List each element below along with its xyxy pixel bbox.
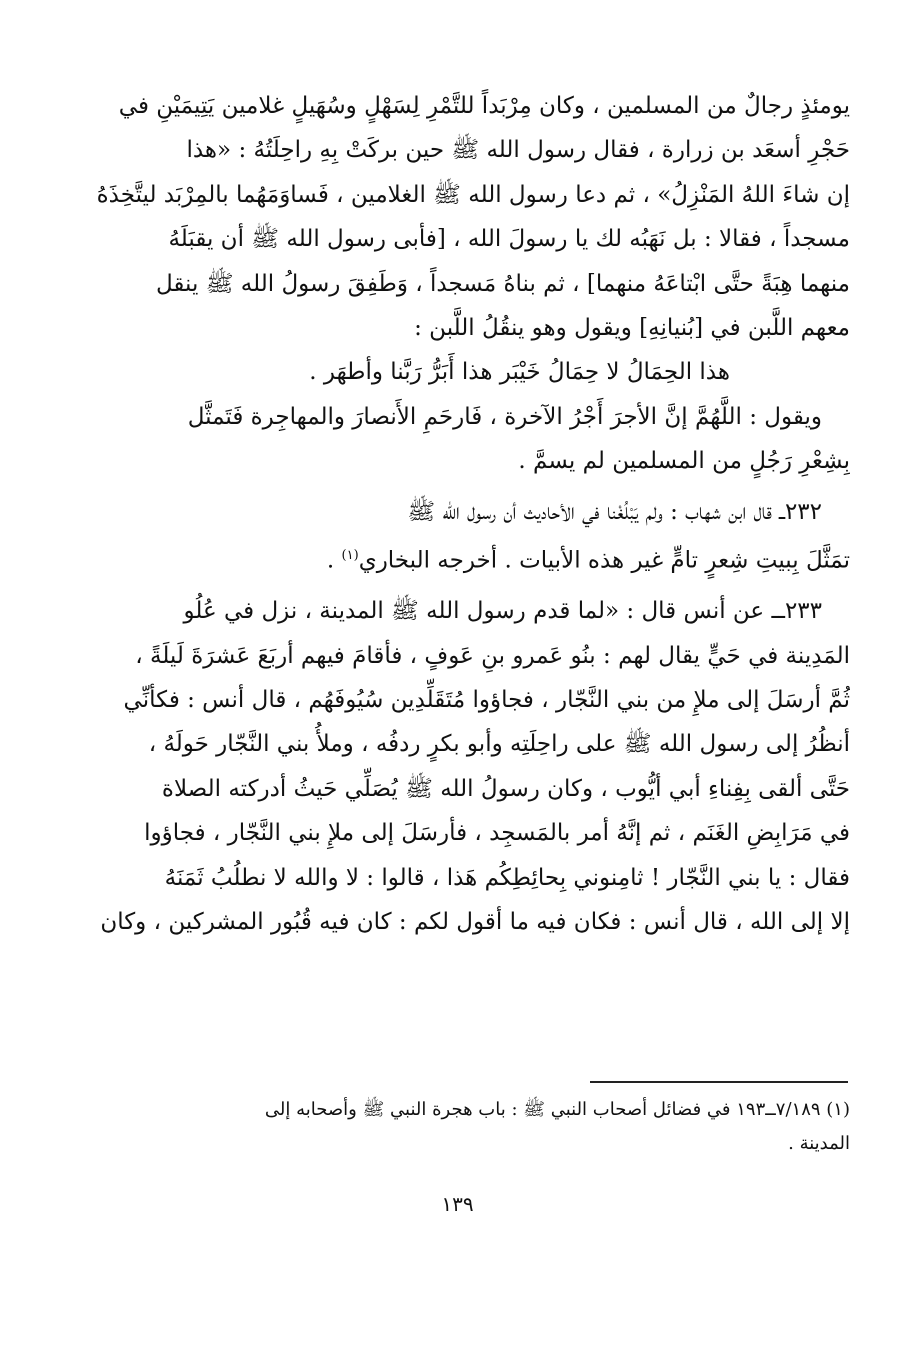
hadith-233-line: فقال : يا بني النَّجّار ! ثامِنوني بِحائِطِكُم هَذا ، قالوا : لا والله لا نطلُبُ ثَمَنَهُ <box>164 864 850 891</box>
text-line: حَجْرِ أسعَد بن زرارة ، فقال رسول الله ﷺ حين بركَتْ بِهِ راحِلَتُهُ : «هذا <box>186 137 850 164</box>
page-number: ١٣٩ <box>441 1192 474 1216</box>
poetry-verse: هذا الحِمَالُ لا حِمَالُ خَيْبَر هذا أَبَرُّ رَبَّنا وأطهَر . <box>309 359 730 386</box>
hadith-233-line: المَدِينة في حَيٍّ يقال لهم : بنُو عَمرو بنِ عَوفٍ ، فأقامَ فيهم أربَعَ عَشرَةَ لَيلَةً ، <box>135 642 850 669</box>
text-line: إن شاءَ اللهُ المَنْزِلُ» ، ثم دعا رسول الله ﷺ الغلامين ، فَساوَمَهُما بالمِرْبَد ليتَّخِذَهُ <box>96 181 850 208</box>
hadith-232-line: تمَثَّلَ بِبيتِ شِعرٍ تامٍّ غير هذه الأبيات . أخرجه البخاري$^{(١)}$ . <box>326 547 850 574</box>
footnote-line: (١) ٧/١٨٩ــ١٩٣ في فضائل أصحاب النبي ﷺ : باب هجرة النبي ﷺ وأصحابه إلى <box>264 1099 850 1120</box>
hadith-233-line: ٢٣٣ــ عن أنس قال : «لما قدم رسول الله ﷺ المدينة ، نزل في عُلُو <box>183 598 822 625</box>
footnote-line: المدينة . <box>788 1133 850 1154</box>
hadith-233-line: في مَرَابِضِ الغَنَم ، ثم إنَّهُ أمر بالمَسجِد ، فأرسَلَ إلى ملإِ بني النَّجّار ، فجاؤوا <box>144 820 850 847</box>
text-line: بِشِعْرِ رَجُلٍ من المسلمين لم يسمَّ . <box>518 448 850 475</box>
hadith-233-line: ثُمَّ أرسَلَ إلى ملإِ من بني النَّجّار ، فجاؤوا مُتَقَلِّدِين سُيُوفَهُم ، قال أنس : فكأنِّي <box>123 686 850 713</box>
hadith-233-line: أنظُرُ إلى رسول الله ﷺ على راحِلَتِه وأبو بكرٍ ردفُه ، وملأُ بني النَّجّار حَولَهُ ، <box>148 731 850 758</box>
footnote-divider <box>590 1081 848 1083</box>
text-line: مسجداً ، فقالا : بل نَهَبُه لك يا رسولَ الله ، [فأبى رسول الله ﷺ أن يقبَلَهُ <box>168 226 850 253</box>
text-line: معهم اللَّبن في [بُنيانِهِ] ويقول وهو ينقُلُ اللَّبن : <box>414 315 850 342</box>
main-text <box>80 84 850 944</box>
text-line: ويقول : اللَّهُمَّ إنَّ الأجرَ أَجْرُ الآخرة ، فَارحَمِ الأَنصارَ والمهاجِرة فَتَمثَّل <box>187 403 822 430</box>
hadith-233-line: حَتَّى ألقى بِفِناءِ أبي أيُّوب ، وكان رسولُ الله ﷺ يُصَلِّي حَيثُ أدركته الصلاة <box>161 775 850 802</box>
hadith-233-line: إلا إلى الله ، قال أنس : فكان فيه ما أقول لكم : كان فيه قُبُور المشركين ، وكان <box>100 908 850 935</box>
text-line: منهما هِبَةً حتَّى ابْتاعَهُ منهما] ، ثم بناهُ مَسجداً ، وَطَفِقَ رسولُ الله ﷺ ينقل <box>155 270 850 297</box>
footnote-reference: (١) <box>341 548 359 564</box>
hadith-232-line: ٢٣٢ــ قال ابن شهاب : ولم يَبْلُغْنا في الأحاديث أن رسول الله ﷺ <box>407 498 822 525</box>
footnote <box>80 1093 850 1161</box>
text-line: يومئذٍ رجالٌ من المسلمين ، وكان مِرْبَداً للتَّمْرِ لِسَهْلٍ وسُهَيلٍ غلامين يَتِيمَيْنِ في <box>118 93 850 119</box>
